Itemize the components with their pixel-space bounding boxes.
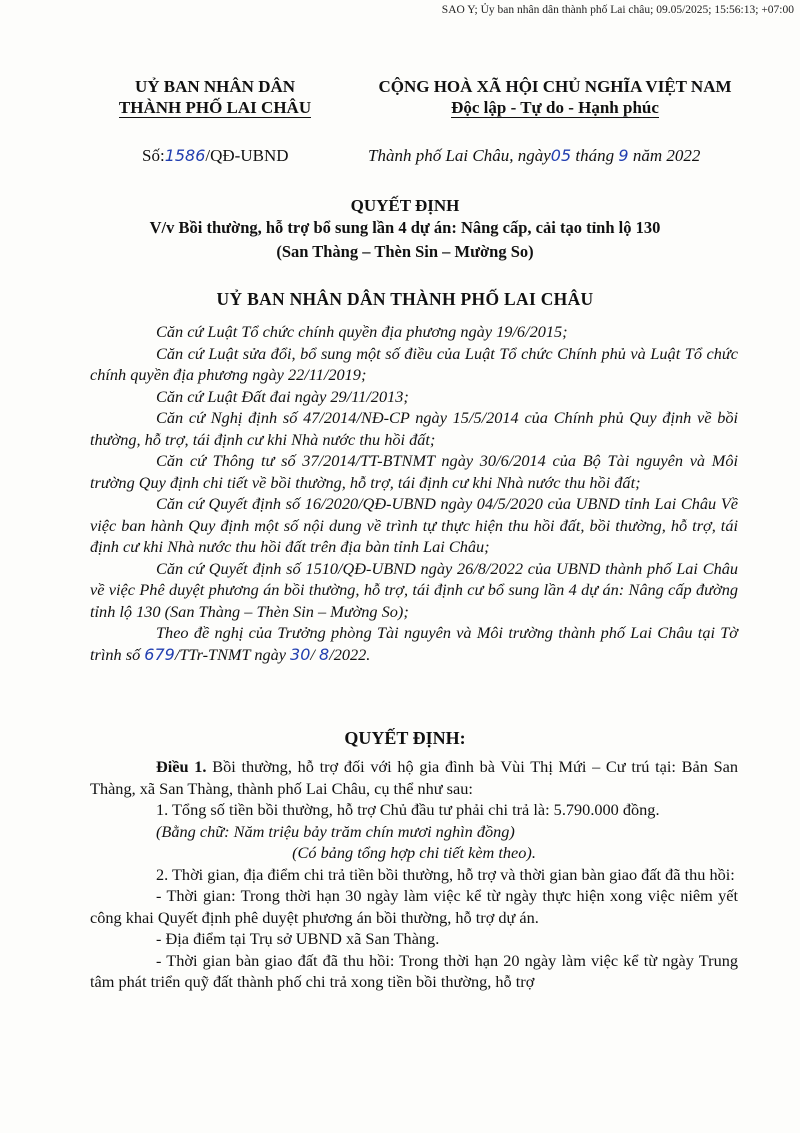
issuing-authority: UỶ BAN NHÂN DÂN THÀNH PHỐ LAI CHÂU	[216, 289, 594, 309]
subject-line-2: (San Thàng – Thèn Sin – Mường So)	[276, 242, 534, 261]
nation-line-1: CỘNG HOÀ XÃ HỘI CHỦ NGHĨA VIỆT NAM	[378, 77, 732, 96]
article-1	[90, 756, 738, 993]
legal-basis	[90, 321, 738, 665]
handwritten-number: 1586	[164, 146, 206, 165]
basis-item: Căn cứ Quyết định số 1510/QĐ-UBND ngày 26/8/2022 của UBND thành phố Lai Châu về việc Phê duyệt phương án bồi thường, hỗ trợ, tái định cư bổ sung lần 4 dự án: Nâng cấp đường tỉnh lộ 130 (San Thàng – Thèn Sin – Mường So);	[90, 558, 738, 621]
handwritten-submission-number: 679	[144, 644, 175, 664]
handwritten-submission-day: 30	[290, 644, 311, 664]
amount-in-words: (Bằng chữ: Năm triệu bảy trăm chín mươi nghìn đồng)	[156, 821, 515, 841]
proposal-basis: Theo đề nghị của Trưởng phòng Tài nguyên và Môi trường thành phố Lai Châu tại Tờ trình số 679/TTr-TNMT ngày 30/ 8/2022.	[90, 623, 738, 664]
payment-place: - Địa điểm tại Trụ sở UBND xã San Thàng.	[156, 929, 440, 948]
basis-item: Căn cứ Quyết định số 16/2020/QĐ-UBND ngày 04/5/2020 của UBND tỉnh Lai Châu Về việc ban hành Quy định một số nội dung về trình tự thực hiện thu hồi đất, bồi thường, hỗ trợ, tái định cư khi Nhà nước thu hồi đất trên địa bàn tỉnh Lai Châu;	[90, 494, 738, 556]
land-handover-time: - Thời gian bàn giao đất đã thu hồi: Trong thời hạn 20 ngày làm việc kể từ ngày Trung tâm phát triển quỹ đất thành phố chi trả xong tiền bồi thường, hỗ trợ	[90, 950, 738, 991]
basis-item: Căn cứ Luật Tổ chức chính quyền địa phương ngày 19/6/2015;	[156, 322, 568, 341]
national-heading	[360, 76, 750, 118]
handwritten-month: 9	[618, 146, 629, 165]
attachment-note: (Có bảng tổng hợp chi tiết kèm theo).	[292, 843, 536, 862]
digital-copy-stamp: SAO Y; Ủy ban nhân dân thành phố Lai châu; 09.05/2025; 15:56:13; +07:00	[441, 4, 794, 16]
subject-line-1: V/v Bồi thường, hỗ trợ bổ sung lần 4 dự án: Nâng cấp, cải tạo tỉnh lộ 130	[149, 218, 661, 237]
nation-motto: Độc lập - Tự do - Hạnh phúc	[451, 98, 659, 117]
basis-item: Căn cứ Luật sửa đổi, bổ sung một số điều của Luật Tổ chức Chính phủ và Luật Tổ chức chính quyền địa phương ngày 22/11/2019;	[90, 343, 738, 384]
payment-time: - Thời gian: Trong thời hạn 30 ngày làm việc kể từ ngày thực hiện xong việc niêm yết công khai Quyết định phê duyệt phương án bồi thường, hỗ trợ dự án.	[90, 886, 738, 927]
article-1-text: Bồi thường, hỗ trợ đối với hộ gia đình bà Vùi Thị Mứi – Cư trú tại: Bản San Thàng, xã San Thàng, thành phố Lai Châu, cụ thể như sau:	[90, 757, 738, 798]
article-1-label: Điều 1.	[156, 757, 207, 776]
article-1-item-1: 1. Tổng số tiền bồi thường, hỗ trợ Chủ đầu tư phải chi trả là: 5.790.000 đồng.	[156, 800, 660, 819]
handwritten-day: 05	[550, 146, 572, 165]
article-1-item-2: 2. Thời gian, địa điểm chi trả tiền bồi thường, hỗ trợ và thời gian bàn giao đất đã thu hồi:	[156, 864, 735, 884]
basis-item: Căn cứ Luật Đất đai ngày 29/11/2013;	[156, 386, 409, 406]
issuing-agency	[100, 76, 330, 118]
document-number: Số:1586/QĐ-UBND	[142, 146, 289, 165]
issue-date: Thành phố Lai Châu, ngày05 tháng 9 năm 2022	[368, 146, 701, 165]
basis-item: Căn cứ Nghị định số 47/2014/NĐ-CP ngày 15/5/2014 của Chính phủ Quy định về bồi thường, hỗ trợ, tái định cư khi Nhà nước thu hồi đất;	[90, 408, 738, 449]
agency-line-2: THÀNH PHỐ LAI CHÂU	[118, 98, 312, 117]
handwritten-submission-month: 8	[319, 644, 330, 664]
document-title: QUYẾT ĐỊNH	[350, 196, 460, 215]
basis-item: Căn cứ Thông tư số 37/2014/TT-BTNMT ngày 30/6/2014 của Bộ Tài nguyên và Môi trường Quy định chi tiết về bồi thường, hỗ trợ, tái định cư khi Nhà nước thu hồi đất;	[90, 451, 738, 492]
decision-heading: QUYẾT ĐỊNH:	[344, 728, 466, 748]
agency-line-1: UỶ BAN NHÂN DÂN	[134, 77, 296, 96]
